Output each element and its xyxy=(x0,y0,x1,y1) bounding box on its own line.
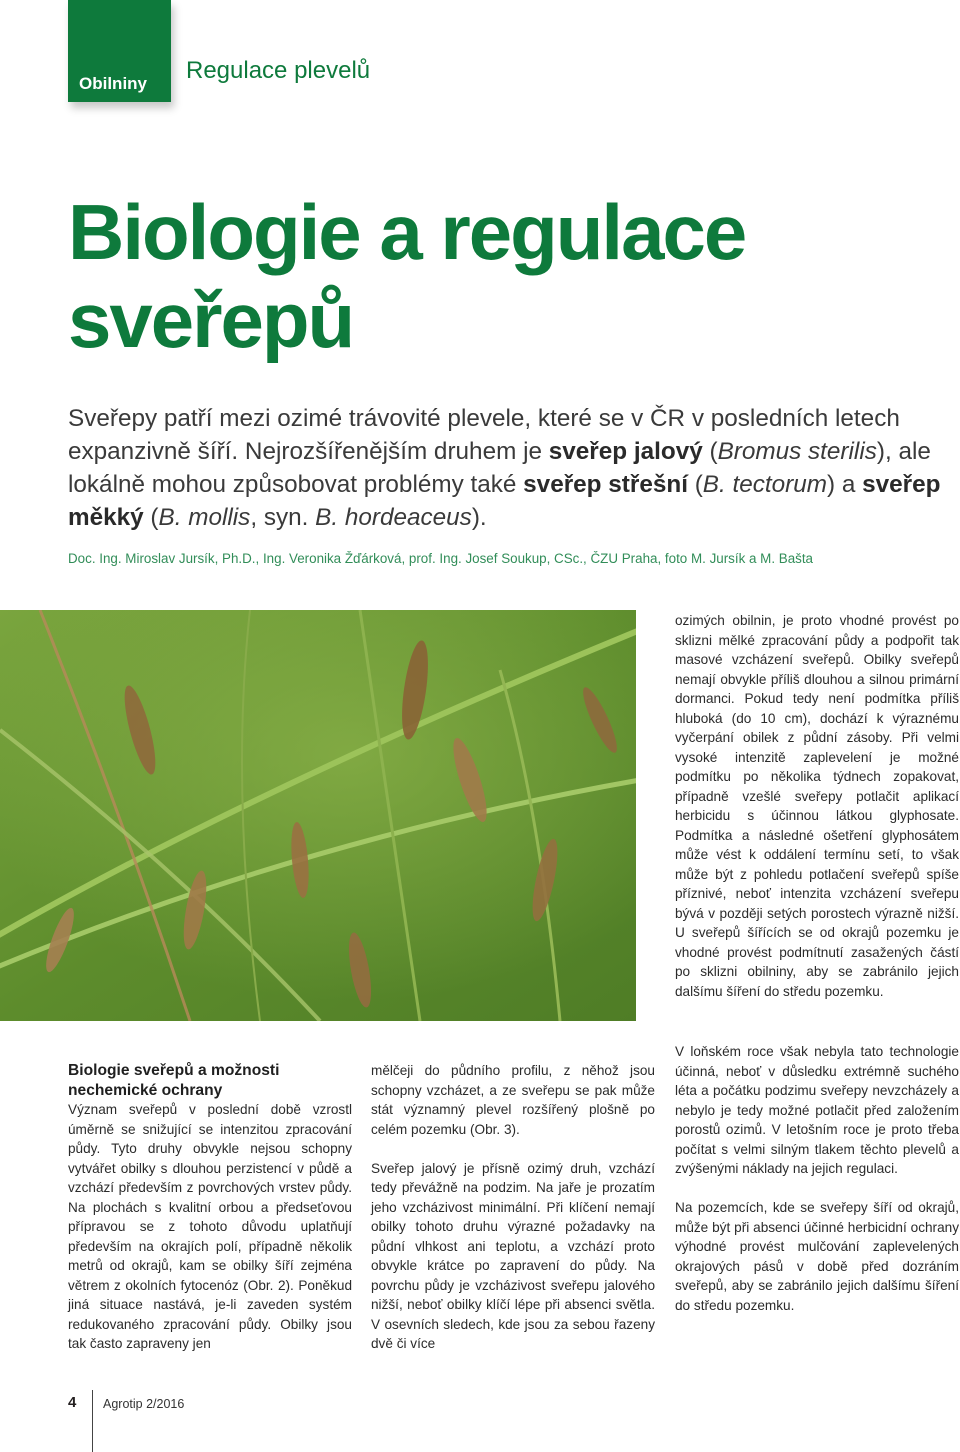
lead-text: ) a xyxy=(827,471,863,498)
lead-latin-name: Bromus sterilis xyxy=(717,438,877,465)
column-middle xyxy=(371,1061,655,1354)
magazine-issue: Agrotip 2/2016 xyxy=(103,1397,185,1411)
category-tab-label: Obilniny xyxy=(79,74,147,93)
paragraph: Význam sveřepů v poslední době vzrostl úměrně se snižující se intenzitou zpracování půdy. Tyto druhy obvykle nejsou schopny vytvářet obilky s dlouhou perzistencí v půdě a vzchází především z povrchových vrstev půdy. Na plochách s kvalitní orbou a předseťovou přípravou se z tohoto důvodu uplatňují především na okrajích polí, případně několik metrů od okrajů, kam se obilky šíří zejména větrem z okolních fytocenóz (Obr. 2). Poněkud jiná situace nastává, je-li zaveden systém redukovaného zpracování půdy. Obilky jsou tak často zapraveny jen xyxy=(68,1102,352,1351)
lead-text: ( xyxy=(702,438,718,465)
article-title xyxy=(68,188,745,364)
lead-bold-term: sveřep střešní xyxy=(523,471,688,498)
article-title-line1: Biologie a regulace xyxy=(68,188,746,276)
lead-latin-name: B. mollis xyxy=(158,504,251,531)
lead-text: ), ale lokálně mohou způsobovat problémy také xyxy=(68,438,931,498)
article-title-line2: sveřepů xyxy=(68,276,354,364)
lead-text: ( xyxy=(687,471,703,498)
lead-text: ( xyxy=(143,504,159,531)
footer-divider xyxy=(92,1390,93,1452)
lead-bold-term: sveřep jalový xyxy=(548,438,703,465)
paragraph: V loňském roce však nebyla tato technologie účinná, neboť v důsledku extrémně suchého léta a počátku podzimu sveřepy nevzcházely a nebylo je tedy možné potlačit před založením porostů ozimů. V letošním roce je proto třeba počítat s velmi silným tlakem těchto plevelů a zvýšenými náklady na jejich regulaci. xyxy=(675,1044,959,1176)
lead-latin-name: B. tectorum xyxy=(702,471,828,498)
paragraph: Sveřep jalový je přísně ozimý druh, vzchází tedy převážně na podzim. Na jaře je prozatím jeho vzcházivost minimální. Při klíčení nemají obilky tohoto druhu výrazné požadavky na půdní vlhkost ani teplotu, a vzchází proto obvykle krátce po zapravení do půdy. Na povrchu půdy je vzcházivost sveřepu jalového nižší, neboť obilky klíčí lépe při absenci světla. V osevních sledech, kde jsou za sebou řazeny dvě či více xyxy=(371,1160,655,1351)
article-lead xyxy=(68,402,948,534)
section-label: Regulace plevelů xyxy=(186,57,371,84)
page-number: 4 xyxy=(68,1394,77,1411)
category-tab xyxy=(68,0,171,102)
lead-bold-term: sveřep měkký xyxy=(68,471,941,531)
grass-illustration xyxy=(0,610,636,1021)
brome-grass-photo xyxy=(0,610,636,1021)
column-right-top xyxy=(675,611,959,1001)
column-right-bottom xyxy=(675,1042,959,1315)
article-authors: Doc. Ing. Miroslav Jursík, Ph.D., Ing. Veronika Žďárková, prof. Ing. Josef Soukup, CSc., ČZU Praha, foto M. Jursík a M. Bašta xyxy=(68,551,814,566)
column-left xyxy=(68,1061,352,1354)
paragraph: mělčeji do půdního profilu, z něhož jsou schopny vzcházet, a ze sveřepu se pak může stát významný plevel rozšířený plošně po celém pozemku (Obr. 3). xyxy=(371,1063,655,1137)
lead-text: ). xyxy=(471,504,487,531)
paragraph: ozimých obilnin, je proto vhodné provést po sklizni mělké zpracování půdy a podpořit tak masové vzcházení sveřepů. Obilky sveřepů nemají obvykle příliš dlouhou a silnou primární dormanci. Pokud tedy není podmítka příliš hluboká (do 10 cm), dochází k výraznému vyčerpání obilek z půdní zásoby. Při velmi vysoké intenzitě zaplevelení je možné podmítku po několika týdnech zopakovat, případně vzešlé sveřepy potlačit aplikací herbicidu s účinnou látkou glyphosate. Podmítka a následné ošetření glyphosátem může vést k oddálení termínu setí, to však může být z pohledu potlačení sveřepů spíše příznivé, neboť intenzita vzcházení sveřepu bývá v později setých porostech výrazně nižší. U sveřepů šířících se od okrajů pozemku je vhodné provést podmítnutí zasažených částí po sklizni obilniny, aby se zabránilo jejich dalšímu šíření do středu pozemku. xyxy=(675,613,959,999)
subheading: Biologie sveřepů a možnosti nechemické ochrany xyxy=(68,1062,280,1099)
lead-text: Sveřepy patří mezi ozimé trávovité plevele, které se v ČR v posledních letech expanzivně šíří. Nejrozšířenějším druhem je xyxy=(68,405,900,465)
paragraph: Na pozemcích, kde se sveřepy šíří od okrajů, může být při absenci účinné herbicidní ochrany výhodné provést mulčování zaplevelených okrajových pásů v době před dozráním sveřepů, aby se zabránilo jejich dalšímu šíření do středu pozemku. xyxy=(675,1200,959,1313)
lead-latin-name: B. hordeaceus xyxy=(315,504,472,531)
lead-text: , syn. xyxy=(250,504,316,531)
